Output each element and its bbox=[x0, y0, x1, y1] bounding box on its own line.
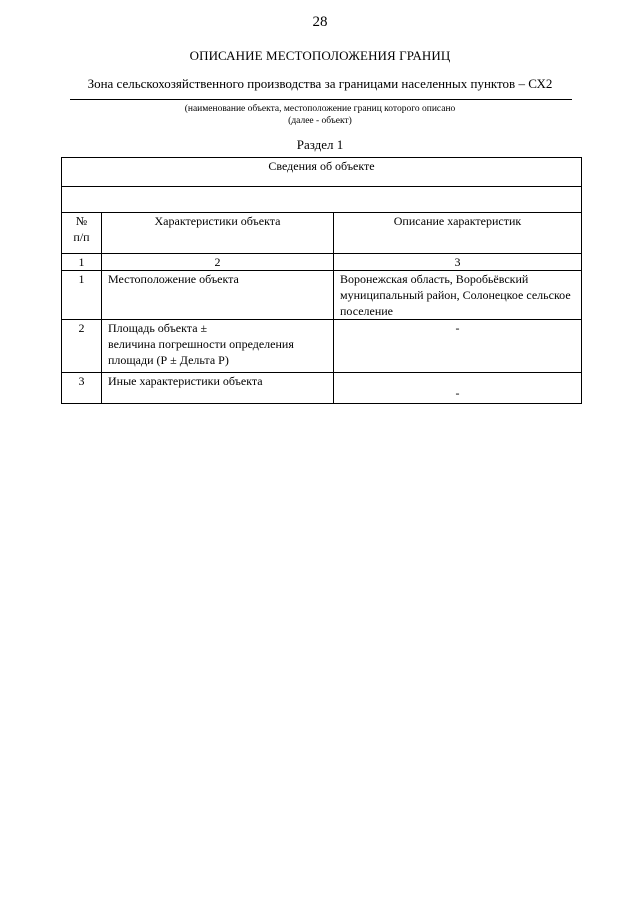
row-characteristic: Площадь объекта ± величина погрешности определения площади (Р ± Дельта Р) bbox=[102, 320, 334, 373]
section-label: Раздел 1 bbox=[296, 137, 344, 152]
row-number: 3 bbox=[62, 373, 102, 404]
table-row bbox=[62, 373, 582, 404]
row-number: 1 bbox=[62, 271, 102, 320]
col-number-2: 2 bbox=[102, 254, 334, 271]
caption-line-1: (наименование объекта, местоположение границ которого описано bbox=[184, 104, 456, 114]
caption-line-2: (далее - объект) bbox=[288, 116, 352, 126]
table-title: Сведения об объекте bbox=[62, 158, 582, 187]
object-name: Зона сельскохозяйственного производства за границами населенных пунктов – СХ2 bbox=[87, 76, 553, 91]
page-number: 28 bbox=[312, 14, 328, 30]
table-empty-row bbox=[62, 187, 582, 213]
table-row bbox=[62, 271, 582, 320]
object-name-underline bbox=[70, 99, 572, 100]
object-name-caption bbox=[0, 103, 640, 127]
table-row bbox=[62, 320, 582, 373]
col-number-3: 3 bbox=[334, 254, 582, 271]
document-title: ОПИСАНИЕ МЕСТОПОЛОЖЕНИЯ ГРАНИЦ bbox=[189, 48, 451, 63]
row-characteristic: Иные характеристики объекта bbox=[102, 373, 334, 404]
col-number-1: 1 bbox=[62, 254, 102, 271]
row-description: Воронежская область, Воробьёвский муниципальный район, Солонецкое сельское поселение bbox=[334, 271, 582, 320]
row-description: - bbox=[334, 320, 582, 373]
header-description: Описание характеристик bbox=[334, 213, 582, 254]
row-number: 2 bbox=[62, 320, 102, 373]
object-info-table bbox=[61, 157, 582, 404]
row-characteristic: Местоположение объекта bbox=[102, 271, 334, 320]
row-description: - bbox=[334, 373, 582, 404]
header-number: № п/п bbox=[62, 213, 102, 254]
header-characteristic: Характеристики объекта bbox=[102, 213, 334, 254]
